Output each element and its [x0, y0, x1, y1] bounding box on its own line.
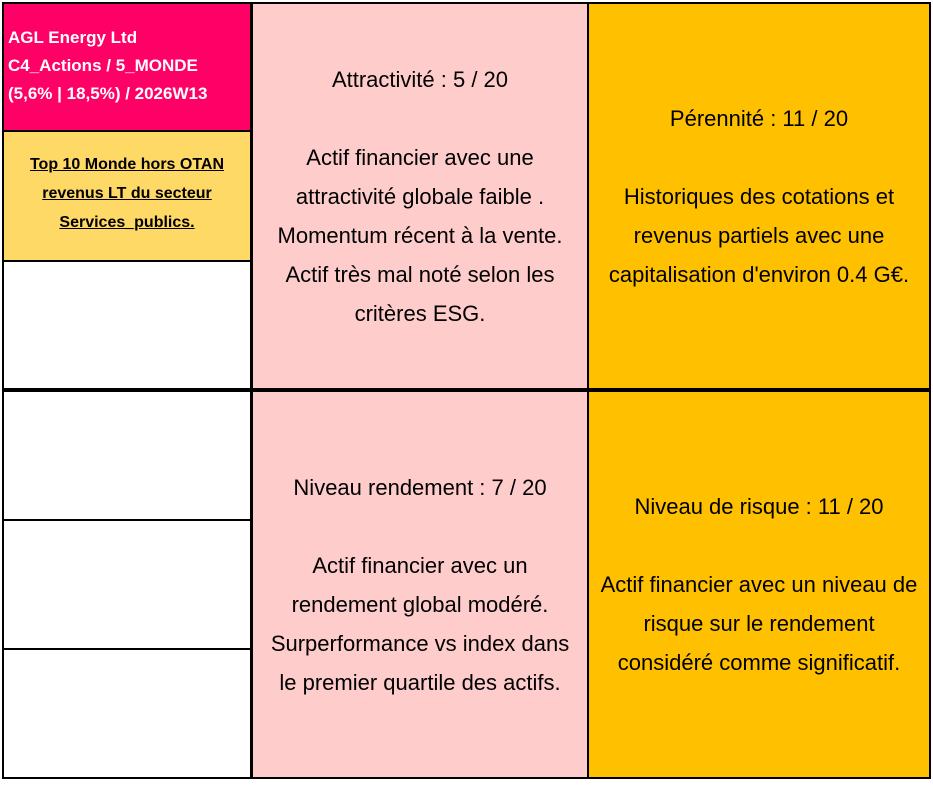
attractivite-line-5: critères ESG. — [354, 300, 486, 326]
risque-heading: Niveau de risque : 11 / 20 — [634, 494, 884, 519]
empty-cell-1 — [2, 260, 252, 390]
empty-cell-2 — [2, 390, 252, 521]
perennite-line-1: Historiques des cotations et — [623, 183, 895, 209]
rendement-line-3: Surperformance vs index dans — [270, 630, 570, 656]
attractivite-line-1: Actif financier avec une — [306, 144, 534, 170]
attractivite-line-4: Actif très mal noté selon les — [285, 261, 555, 287]
bottom-margin — [0, 779, 933, 785]
asset-stats-week: (5,6% | 18,5%) / 2026W13 — [8, 84, 208, 103]
rendement-line-2: rendement global modéré. — [291, 591, 549, 617]
rendement-heading: Niveau rendement : 7 / 20 — [293, 474, 547, 500]
asset-category: C4_Actions / 5_MONDE — [8, 56, 198, 75]
ranking-line-2: revenus LT du secteur — [42, 185, 212, 202]
risque-line-1: Actif financier avec un niveau de — [600, 572, 918, 597]
ranking-line-1: Top 10 Monde hors OTAN — [29, 156, 225, 173]
risque-line-3: considéré comme significatif. — [617, 650, 901, 675]
attractivite-line-2: attractivité globale faible . — [295, 183, 545, 209]
perennite-line-3: capitalisation d'environ 0.4 G€. — [608, 261, 910, 287]
asset-ranking-tag — [2, 130, 252, 262]
perennite-heading: Pérennité : 11 / 20 — [669, 105, 849, 131]
risque-panel — [587, 390, 931, 779]
perennite-line-2: revenus partiels avec une — [633, 222, 885, 248]
perennite-panel — [587, 2, 931, 390]
ranking-line-3: Services_publics. — [59, 214, 195, 231]
asset-name: AGL Energy Ltd — [8, 28, 138, 47]
risque-line-2: risque sur le rendement — [643, 611, 875, 636]
rendement-panel — [251, 390, 589, 779]
attractivite-panel — [251, 2, 589, 390]
empty-cell-4 — [2, 648, 252, 779]
attractivite-heading: Attractivité : 5 / 20 — [331, 66, 509, 92]
rendement-line-1: Actif financier avec un — [312, 552, 528, 578]
asset-title-block — [2, 2, 252, 132]
rendement-line-4: le premier quartile des actifs. — [279, 669, 561, 695]
empty-cell-3 — [2, 519, 252, 650]
attractivite-line-3: Momentum récent à la vente. — [277, 222, 563, 248]
